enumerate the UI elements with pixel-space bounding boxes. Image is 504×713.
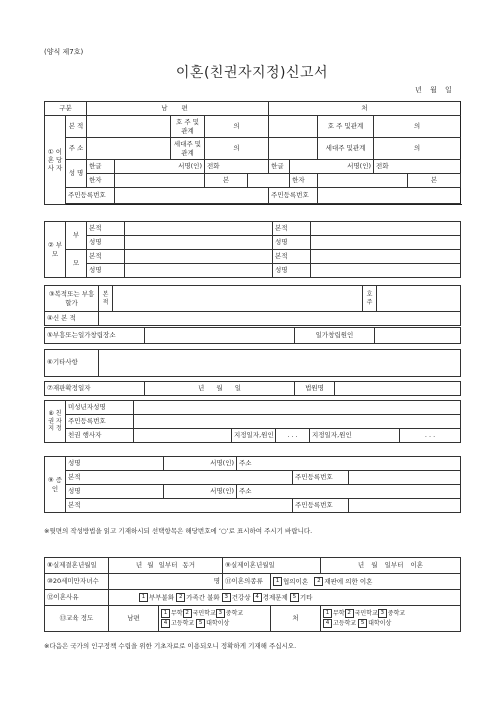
husband-father-bonjeok-label: 본적 [87,222,125,236]
husband-hoju-label: 호 주 및관계 [171,116,205,138]
husband-juso-field[interactable] [87,138,171,160]
section-7-date[interactable]: 년 월 일 [145,382,295,396]
witness2-jumin-label: 주민등록번호 [293,499,349,513]
divorce-reason-label: ⑫이혼사유 [45,590,109,606]
designation-dots-1[interactable]: . . . [276,429,310,443]
designation-dots-2[interactable]: . . . [400,429,461,443]
husband-header: 남 편 [87,102,269,116]
option-box-1[interactable]: 1 [139,593,148,602]
wife-father-name-label: 성명 [273,236,311,250]
option-box-3[interactable]: 3 [378,609,387,618]
designation-label-1: 지정일자,원인 [232,429,276,443]
option-box-5[interactable]: 5 [290,593,299,602]
section-1-label: ① 이 혼 당 사 자 [45,116,66,205]
witness1-bonjeok[interactable]: 본적 [66,471,293,485]
option-box-5[interactable]: 5 [358,619,367,628]
education-husband-options[interactable]: 1 무학 2 국민학교 3 중학교 4 고등학교 5 대학이상 [159,606,271,632]
divorce-type-label: ⑪이혼의종류 [223,574,271,590]
husband-sedaeju-field[interactable]: 의 [205,138,269,160]
page-title: 이혼(친권자지정)신고서 [175,65,329,81]
husband-mother-name-label: 성명 [87,264,125,278]
husband-phone[interactable]: 전화 [205,160,269,174]
husband-hanja-label: 한자 [87,174,115,188]
section-4-label: ④신 본 적 [45,312,99,326]
husband-hangeul-sign[interactable]: 서명(인) [115,160,205,174]
option-box-4[interactable]: 4 [253,593,262,602]
husband-bon-field[interactable] [248,174,290,188]
section-6-table [44,349,461,377]
option-box-2[interactable]: 2 [345,609,354,618]
wife-hanja-label: 한자 [290,174,318,188]
education-wife-label: 처 [271,606,321,632]
husband-jumin-field[interactable] [115,188,269,204]
option-box-1[interactable]: 1 [161,609,170,618]
option-box-3[interactable]: 3 [222,593,231,602]
wife-header: 처 [269,102,461,116]
wife-mother-bonjeok-label: 본적 [273,250,311,264]
section-7-label: ⑦재판확정일자 [45,382,145,396]
section-7-court-field[interactable] [335,382,461,396]
section-7-table [44,381,461,396]
husband-bon-label: 본 [205,174,248,188]
witness-table [44,456,461,513]
children-count-field[interactable]: 명 [109,574,223,590]
husband-name-label: 성 명 [66,160,87,188]
section-9-label: ⑨ 증 인 [45,457,66,513]
parents-table [44,221,461,278]
divorce-reason-options[interactable]: 1 부부불화 2 가족간 불화 3 건강상 4 경제문제 5 기타 [109,590,461,606]
wife-hoju-field[interactable]: 의 [374,116,461,138]
education-husband-label: 남편 [109,606,159,632]
section-3-bonjeok-field[interactable] [113,286,363,312]
wife-jumin-label: 주민등록번호 [269,188,318,204]
section-7-court-label: 법원명 [295,382,335,396]
option-box-5[interactable]: 5 [196,619,205,628]
wife-mother-name-field[interactable] [311,264,461,278]
option-box-4[interactable]: 4 [323,619,332,628]
witness2-bonjeok[interactable]: 본적 [66,499,293,513]
wife-phone[interactable]: 전화 [374,160,461,174]
option-box-3[interactable]: 3 [216,609,225,618]
witness1-jumin-field[interactable] [349,471,461,485]
section-5-label: ⑤부흥또는일가창립장소 [45,328,145,344]
instruction-note: ※뒷면의 작성방법을 읽고 기재하시되 선택항목은 해당번호에 ‘○’로 표시하여 주시기 바랍니다. [44,527,313,535]
father-label: 부 [66,222,87,250]
husband-hoju-field[interactable]: 의 [205,116,269,138]
wife-father-name-field[interactable] [311,236,461,250]
section-5-reason-field[interactable] [375,328,461,344]
minor-name-label: 미성년자성명 [66,401,134,415]
section-6-field[interactable] [99,350,461,377]
wife-hoju-label: 호 주 및관계 [318,116,374,138]
husband-jumin-label: 주민등록번호 [66,188,115,204]
husband-juso-label: 주 소 [66,138,87,160]
husband-hangeul-label: 한글 [87,160,115,174]
wife-mother-name-label: 성명 [273,264,311,278]
husband-sedaeju-label: 세대주 및관계 [171,138,205,160]
witness2-jumin-field[interactable] [349,499,461,513]
form-number: (양식 제7호) [44,48,84,56]
witness1-jumin-label: 주민등록번호 [293,471,349,485]
witness2-name-label: 성명 [66,485,164,499]
witness1-sign[interactable]: 서명(인) [164,457,237,471]
option-box-1[interactable]: 1 [323,609,332,618]
section-2-label: ② 부 모 [45,222,66,278]
option-box-1[interactable]: 1 [273,577,282,586]
education-wife-options[interactable]: 1 무학 2 국민학교 3 중학교 4 고등학교 5 대학이상 [321,606,461,632]
minor-jumin-label: 주민등록번호 [66,415,134,429]
wife-hanja-field[interactable] [318,174,408,188]
statistics-note: ※다음은 국가의 인구정책 수립을 위한 기초자료로 이용되오니 정확하게 기재해 주십시오. [44,642,297,650]
option-box-2[interactable]: 2 [183,609,192,618]
witness2-sign[interactable]: 서명(인) [164,485,237,499]
husband-father-name-label: 성명 [87,236,125,250]
husband-mother-name-field[interactable] [125,264,273,278]
option-box-2[interactable]: 2 [314,577,323,586]
wife-sedaeju-label: 세대주 및관계 [318,138,374,160]
section-6-label: ⑥기타사항 [45,350,99,377]
section-3-hoju-label: 호 주 [363,286,377,312]
section-3-label: ③복적또는 부흥할가 [45,286,99,312]
witness1-name-label: 성명 [66,457,164,471]
witness2-address[interactable]: 주소 [237,485,461,499]
sections-3-7-table [44,285,461,326]
wife-bonjeok-field[interactable] [269,116,318,138]
custody-table [44,400,461,443]
designation-label-2: 지정일자,원인 [310,429,400,443]
husband-mother-bonjeok-label: 본적 [87,250,125,264]
divorce-date-label: ⑨실제이혼년월일 [223,558,321,574]
husband-father-name-field[interactable] [125,236,273,250]
witness1-address[interactable]: 주소 [237,457,461,471]
statistics-table [44,557,461,632]
wife-father-bonjeok-label: 본적 [273,222,311,236]
section-3-hoju-field[interactable] [377,286,461,312]
education-label: ⑬교육 정도 [45,606,109,632]
report-date: 년 월 일 [415,86,452,94]
custody-holder-label: 친권 행사자 [66,429,134,443]
option-box-4[interactable]: 4 [161,619,170,628]
wife-mother-bonjeok-field[interactable] [311,250,461,264]
husband-mother-bonjeok-field[interactable] [125,250,273,264]
husband-bonjeok-label: 본 적 [66,116,87,138]
wife-hangeul-sign[interactable]: 서명(인) [290,160,374,174]
divorce-date-field[interactable]: 년 월 일부터 이혼 [321,558,461,574]
option-box-2[interactable]: 2 [176,593,185,602]
children-count-label: ⑩20세미만자녀수 [45,574,109,590]
custody-holder-field[interactable] [134,429,232,443]
mother-label: 모 [66,250,87,278]
minor-jumin-field[interactable] [134,415,461,429]
divorce-type-options[interactable]: 1 협의이혼 2 재판에 의한 이혼 [271,574,461,590]
wife-father-bonjeok-field[interactable] [311,222,461,236]
marriage-date-field[interactable]: 년 월 일부터 동거 [109,558,223,574]
husband-father-bonjeok-field[interactable] [125,222,273,236]
minor-name-field[interactable] [134,401,461,415]
husband-hanja-field[interactable] [115,174,205,188]
wife-hangeul-label: 한글 [269,160,290,174]
marriage-date-label: ⑧실제결혼년월일 [45,558,109,574]
main-form-table [44,101,461,205]
section-3-bonjeok-label: 본 적 [99,286,113,312]
section-5-reason-label: 일가창립원인 [295,328,375,344]
wife-bon-label: 본 [408,174,461,188]
wife-jumin-field[interactable] [318,188,461,204]
section-5-field[interactable] [145,328,295,344]
section-8-label: ⑧ 친 권 자 지 정 [45,401,66,443]
wife-juso-field[interactable] [269,138,318,160]
section-5-table [44,327,461,344]
husband-bonjeok-field[interactable] [87,116,171,138]
section-4-field[interactable] [99,312,461,326]
gubun-header: 구분 [45,102,87,116]
wife-sedaeju-field[interactable]: 의 [374,138,461,160]
